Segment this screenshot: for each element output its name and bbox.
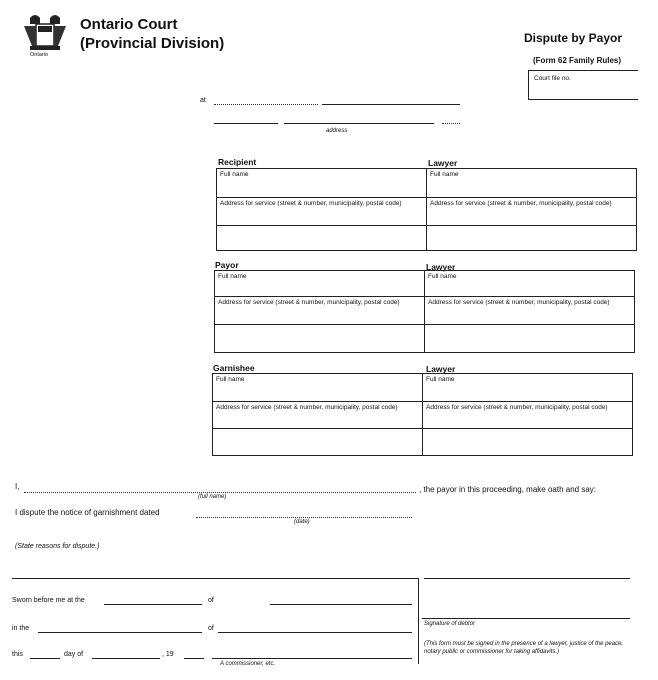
payor-extra-field[interactable] [215,325,424,352]
sworn-day-of: day of [64,651,84,658]
debtor-signature-field[interactable] [422,618,630,619]
address-field-1[interactable] [214,123,278,124]
deponent-name-field[interactable] [24,492,416,493]
garnishee-extra-field[interactable] [213,429,422,455]
payor-table [214,270,635,353]
document-title: Dispute by Payor [524,31,623,45]
sworn-of-2: of [208,625,214,632]
at-label: at [200,97,206,104]
sworn-of-1: of [208,597,214,604]
recipient-lawyer-extra-field[interactable] [426,226,636,250]
recipient-lawyer-full-name-field[interactable]: Full name [426,169,636,197]
sworn-place-field[interactable] [104,604,202,605]
commissioner-caption: A commissioner, etc. [220,661,276,667]
recipient-table [216,168,637,251]
garnishee-lawyer-extra-field[interactable] [422,429,632,455]
address-field-3[interactable] [442,123,460,124]
location-field-1[interactable] [214,104,318,105]
garnishee-address-field[interactable]: Address for service (street & number, municipality, postal code) [216,404,398,411]
court-file-label: Court file no. [534,75,571,82]
garnishee-lawyer-heading: Lawyer [426,364,456,374]
court-name-line1: Ontario Court [80,16,178,33]
payor-lawyer-address-field[interactable]: Address for service (street & number, municipality, postal code) [424,297,634,324]
recipient-lawyer-address-field[interactable]: Address for service (street & number, municipality, postal code) [426,198,636,225]
form-number: (Form 62 Family Rules) [533,56,622,65]
address-field-2[interactable] [284,123,434,124]
sworn-of-field-2[interactable] [218,632,412,633]
location-field-2[interactable] [322,104,460,105]
sworn-label: Sworn before me at the [12,597,85,604]
signature-top-rule [424,578,630,579]
dispute-text: I dispute the notice of garnishment dated [15,508,160,517]
payor-lawyer-heading: Lawyer [426,262,456,272]
recipient-heading: Recipient [218,157,257,167]
recipient-extra-field[interactable] [217,226,426,250]
payor-lawyer-full-name-field[interactable]: Full name [424,271,634,296]
court-name-line2: (Provincial Division) [80,35,225,52]
oath-payor-text: , the payor in this proceeding, make oath and say: [419,485,596,494]
recipient-address-field[interactable]: Address for service (street & number, municipality, postal code) [220,200,402,207]
signature-note: (This form must be signed in the presence of a lawyer, justice of the peace, notary public or commissioner for taking affidavits.) [424,641,624,655]
reasons-instruction: (State reasons for dispute.) [15,543,100,550]
full-name-caption: (full name) [198,494,227,500]
recipient-full-name-field[interactable]: Full name [220,171,249,178]
commissioner-signature-field[interactable] [212,658,412,659]
address-caption: address [326,128,348,134]
sworn-this: this [12,651,23,658]
garnishee-heading: Garnishee [213,363,255,373]
signature-caption: Signature of debtor [424,621,476,627]
garnishee-lawyer-full-name-field[interactable]: Full name [422,374,632,401]
sworn-in-the: in the [12,625,30,632]
garnishee-lawyer-address-field[interactable]: Address for service (street & number, municipality, postal code) [422,402,632,428]
sworn-in-field[interactable] [38,632,202,633]
sworn-year-field[interactable] [184,658,204,659]
garnishee-full-name-field[interactable]: Full name [216,376,245,383]
recipient-lawyer-heading: Lawyer [428,158,458,168]
sworn-day-field[interactable] [30,658,60,659]
payor-lawyer-extra-field[interactable] [424,325,634,352]
notice-date-field[interactable] [196,517,412,518]
oath-i-label: I, [15,482,20,491]
payor-full-name-field[interactable]: Full name [218,273,247,280]
sworn-month-field[interactable] [92,658,160,659]
sworn-divider [418,578,419,664]
reasons-bottom-rule [12,578,418,579]
garnishee-table [212,373,633,456]
coat-label: Ontario [30,52,49,58]
payor-address-field[interactable]: Address for service (street & number, municipality, postal code) [218,299,400,306]
payor-heading: Payor [215,260,239,270]
sworn-year-label: , 19 [162,651,174,658]
court-file-box[interactable] [528,70,638,100]
date-caption: (date) [294,519,310,525]
sworn-of-field-1[interactable] [270,604,412,605]
